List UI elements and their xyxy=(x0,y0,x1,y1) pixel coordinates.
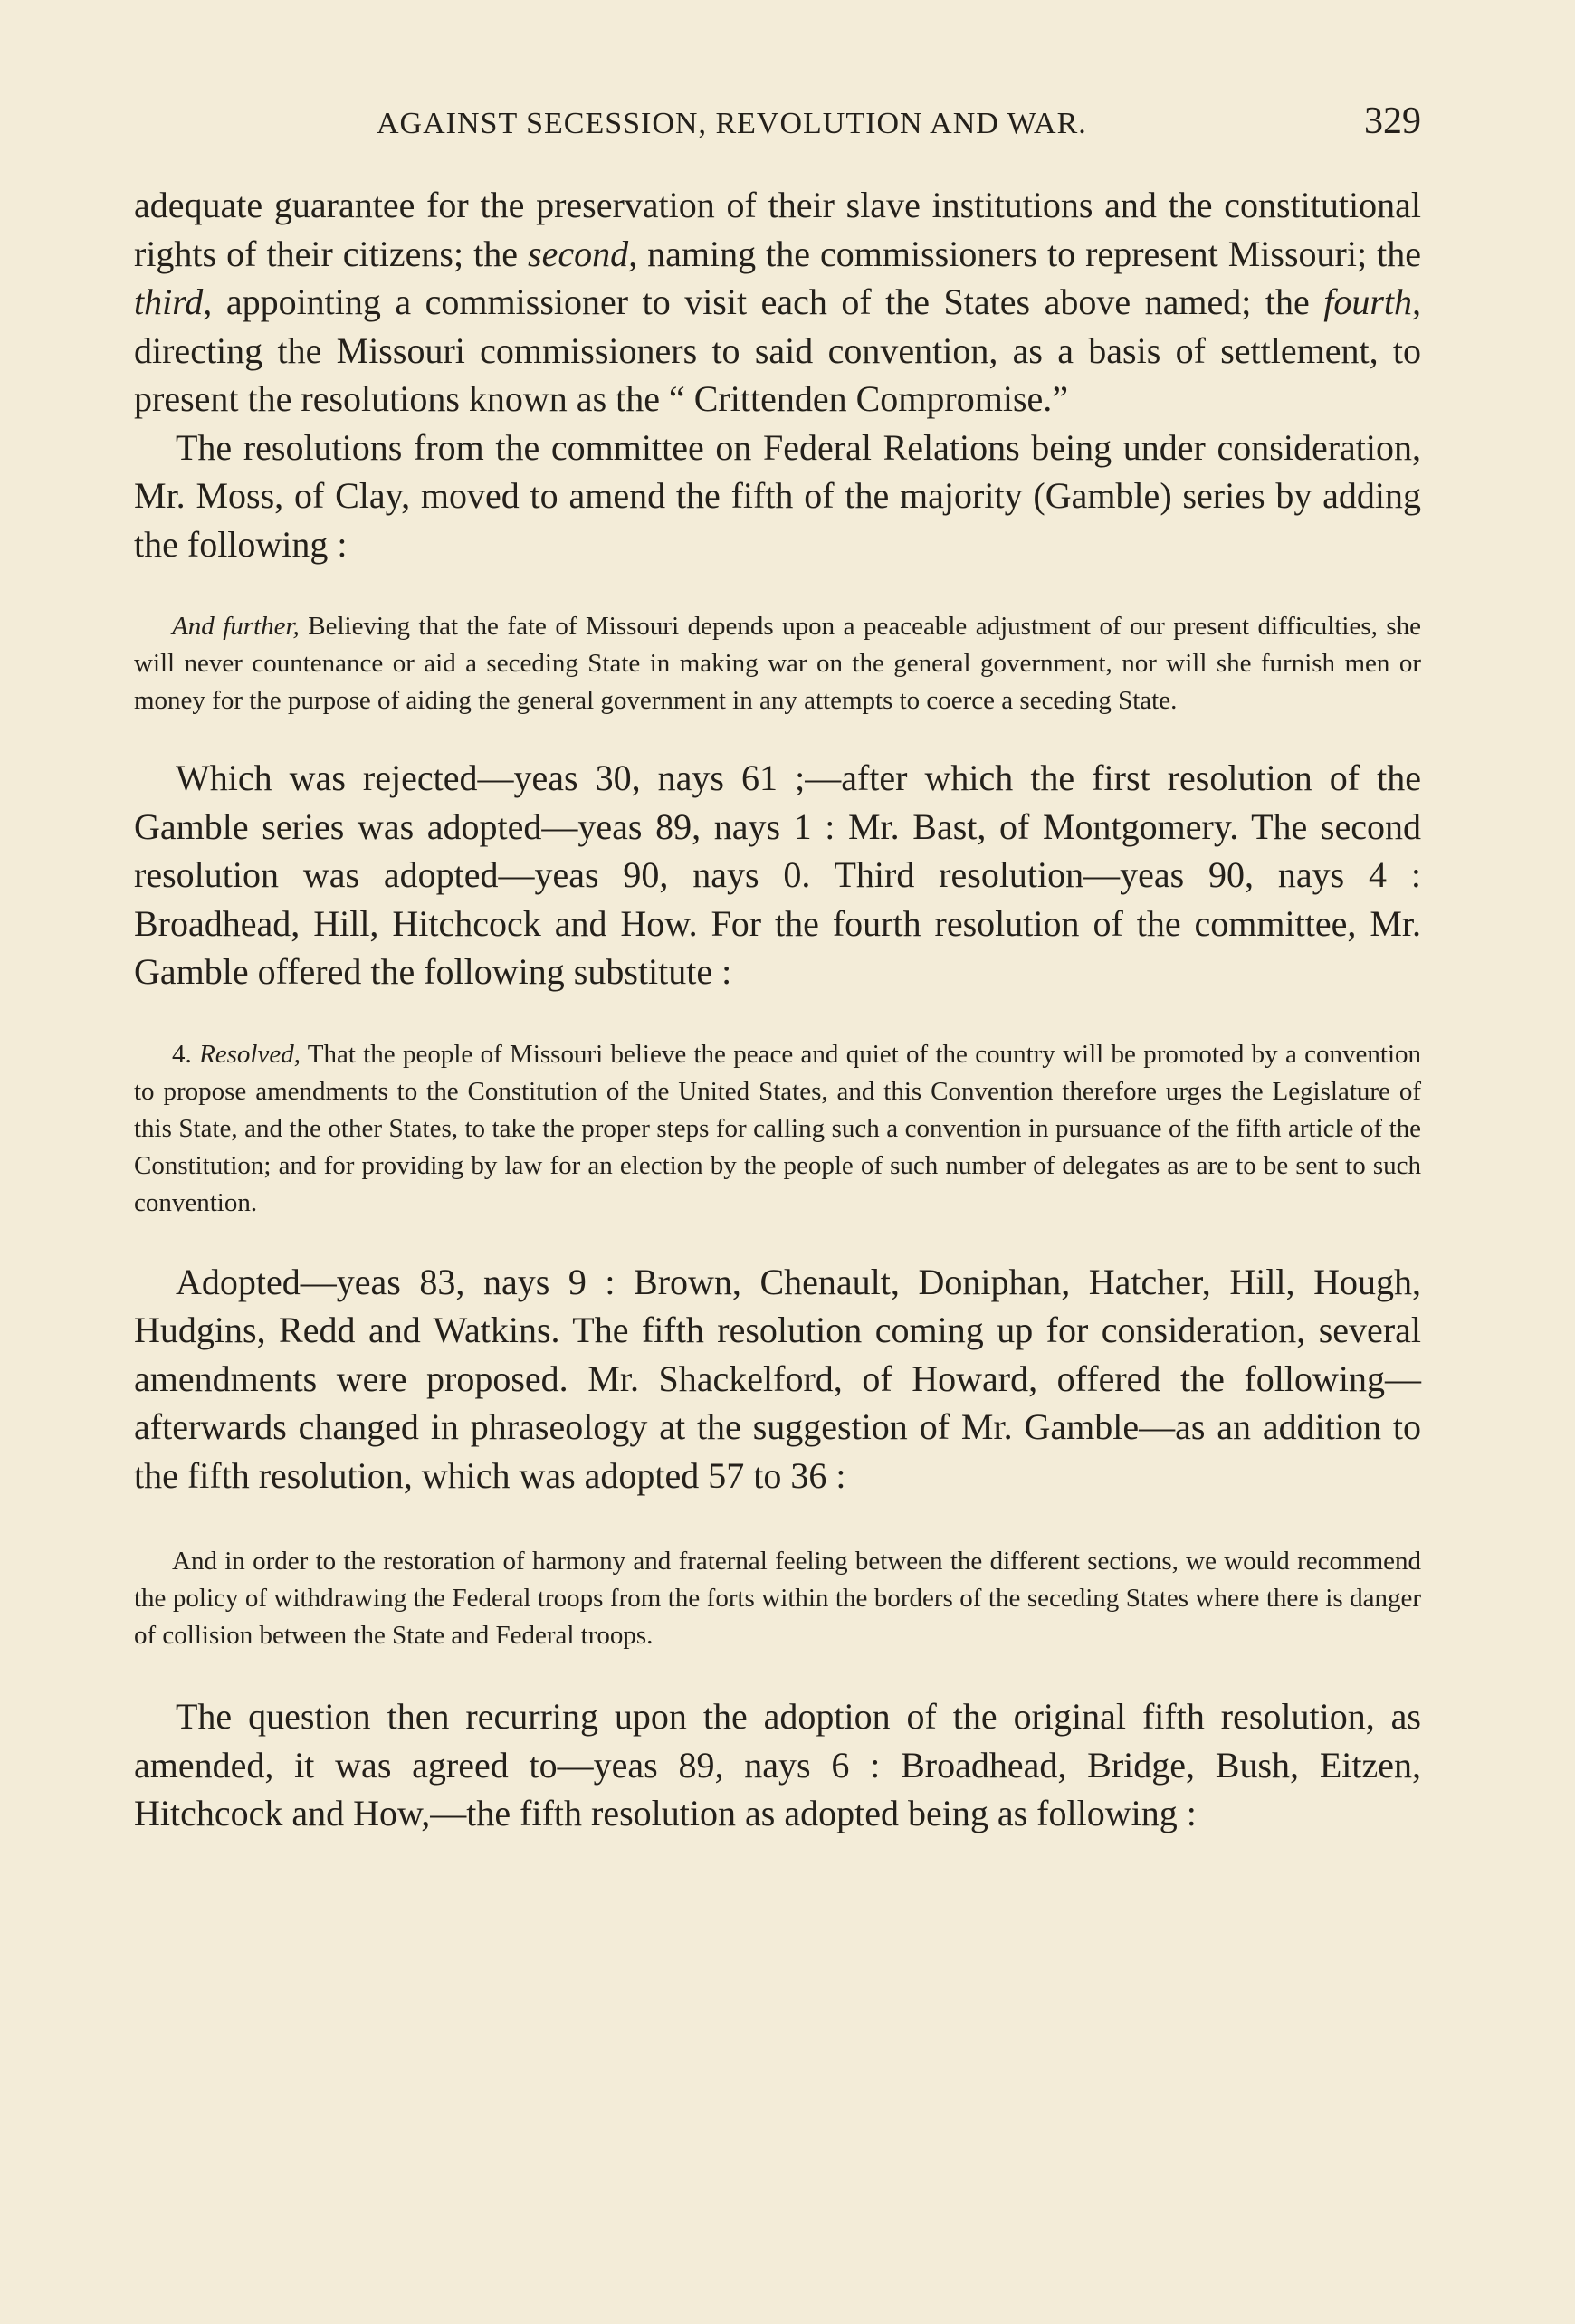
quote-lead: Resolved, xyxy=(199,1039,301,1069)
quoted-amendment-moss xyxy=(134,608,1421,719)
text-run: naming the commissioners to represent Missouri; the xyxy=(637,233,1421,274)
paragraph-continuation xyxy=(134,181,1421,424)
text-run: appointing a commissioner to visit each of the States above named; the xyxy=(212,281,1324,322)
text-run: directing the Missouri commissioners to said convention, as a basis of settlement, to present the resolutions known as the “ Crittenden Compromise.” xyxy=(134,329,1421,419)
italic-term: fourth, xyxy=(1323,281,1421,322)
body-text xyxy=(134,181,1421,1838)
quote-text: That the people of Missouri believe the peace and quiet of the country will be promoted by a convention to propose amendments to the Constitution of the United States, and this Convention therefore urges the Legislature of this State, and the other States, to take the proper steps for calling such a convention in pursuance of the fifth article of the Constitution; and for providing by law for an election by the people of such number of delegates as are to be sent to such convention. xyxy=(134,1039,1421,1217)
quote-text: Believing that the fate of Missouri depends upon a peaceable adjustment of our present difficulties, she will never countenance or aid a seceding State in making war on the general government, nor will she furnish men or money for the purpose of aiding the general government in any attempts to coerce a seceding State. xyxy=(134,612,1421,715)
quoted-resolution-4 xyxy=(134,1036,1421,1222)
paragraph-moss-amendment: The resolutions from the committee on Federal Relations being under consideration, Mr. Moss, of Clay, moved to amend the fifth of the majority (Gamble) series by adding the following : xyxy=(134,426,1421,565)
resolution-number: 4. xyxy=(172,1039,200,1069)
italic-term: second, xyxy=(528,233,638,274)
page-number: 329 xyxy=(1364,100,1421,142)
quoted-addition-shackelford: And in order to the restoration of harmony and fraternal feeling between the different sections, we would recommend the policy of withdrawing the Federal troops from the forts within the borders of the seceding States where there is danger of collision between the State and Federal troops. xyxy=(134,1547,1421,1650)
paragraph-adopted: Adopted—yeas 83, nays 9 : Brown, Chenault, Doniphan, Hatcher, Hill, Hough, Hudgins, Redd and Watkins. The fifth resolution coming up for consideration, several amendments were proposed. Mr. Shackelford, of Howard, offered the following—afterwards changed in phraseology at the suggestion of Mr. Gamble—as an addition to the fifth resolution, which was adopted 57 to 36 : xyxy=(134,1261,1421,1496)
paragraph-fifth-resolution: The question then recurring upon the adoption of the original fifth resolution, as amended, it was agreed to—yeas 89, nays 6 : Broadhead, Bridge, Bush, Eitzen, Hitchcock and How,—the fifth resolution as adopted being as following : xyxy=(134,1696,1421,1833)
page-header xyxy=(134,100,1421,154)
quote-lead: And further, xyxy=(172,612,300,641)
italic-term: third, xyxy=(134,281,213,322)
paragraph-votes: Which was rejected—yeas 30, nays 61 ;—after which the first resolution of the Gamble series was adopted—yeas 89, nays 1 : Mr. Bast, of Montgomery. The second resolution was adopted—yeas 90, nays 0. Third resolution—yeas 90, nays 4 : Broadhead, Hill, Hitchcock and How. For the fourth resolution of the committee, Mr. Gamble offered the following substitute : xyxy=(134,757,1421,992)
running-head: AGAINST SECESSION, REVOLUTION AND WAR. xyxy=(377,107,1087,140)
text-run: adequate guarantee for the preservation of their slave institutions and the constitutional rights of their citizens; the xyxy=(134,185,1421,274)
